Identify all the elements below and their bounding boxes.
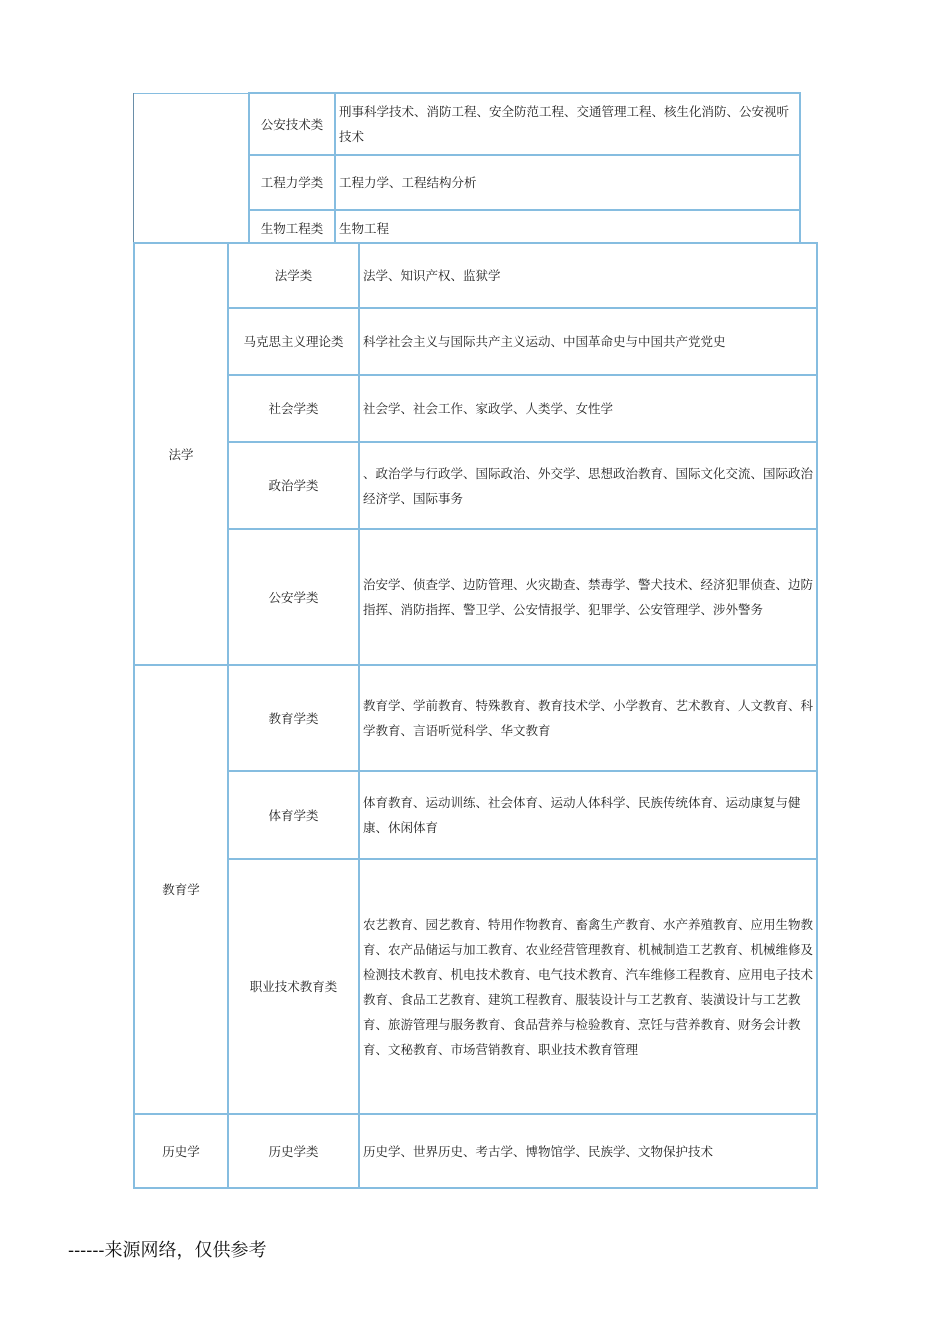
category-label: 社会学类 [268,401,319,416]
majors-cell [360,530,816,664]
category-cell [229,772,358,858]
category-cell [229,244,358,307]
category-cell [229,666,358,770]
majors-text: 农艺教育、园艺教育、特用作物教育、畜禽生产教育、水产养殖教育、应用生物教育、农产品储运与加工教育、农业经营管理教育、机械制造工艺教育、机械维修及检测技术教育、机电技术教育、电气技术教育、汽车维修工程教育、应用电子技术教育、食品工艺教育、建筑工程教育、服装设计与工艺教育、装潢设计与工艺教育、旅游管理与服务教育、食品营养与检验教育、烹饪与营养教育、财务会计教育、文秘教育、市场营销教育、职业技术教育管理 [363,916,814,1057]
category-cell [229,1115,358,1187]
majors-cell [360,1115,816,1187]
majors-text: 社会学、社会工作、家政学、人类学、女性学 [363,401,614,416]
discipline-label: 法学 [168,446,194,462]
majors-cell [336,211,799,245]
discipline-label: 教育学 [162,882,200,897]
majors-text: 刑事科学技术、消防工程、安全防范工程、交通管理工程、核生化消防、公安视听技术 [339,104,790,144]
category-cell [229,376,358,441]
majors-text: 历史学、世界历史、考古学、博物馆学、民族学、文物保护技术 [363,1143,714,1159]
majors-text: 生物工程 [339,220,390,236]
majors-cell [360,772,816,858]
discipline-label: 历史学 [162,1143,200,1159]
category-label: 教育学类 [268,710,319,726]
category-label: 马克思主义理论类 [243,334,344,349]
majors-text: 工程力学、工程结构分析 [339,175,477,190]
category-label: 政治学类 [268,478,319,493]
category-label: 体育学类 [268,807,319,823]
majors-cell [360,860,816,1113]
category-label: 法学类 [274,268,313,283]
category-cell [229,309,358,374]
discipline-cell [135,1115,227,1187]
category-label: 历史学类 [268,1143,319,1159]
source-footer: ------来源网络，仅供参考 [68,1240,267,1261]
majors-cell [336,156,799,209]
majors-text: 法学、知识产权、监狱学 [363,268,501,283]
category-label: 生物工程类 [260,220,324,236]
category-cell [229,860,358,1113]
majors-text: 科学社会主义与国际共产主义运动、中国革命史与中国共产党党史 [363,334,726,349]
majors-cell [360,309,816,374]
majors-text: 治安学、侦查学、边防管理、火灾勘查、禁毒学、警犬技术、经济犯罪侦查、边防指挥、消防指挥、警卫学、公安情报学、犯罪学、公安管理学、涉外警务 [363,577,814,617]
majors-cell [360,244,816,307]
majors-cell [360,376,816,441]
discipline-cell [135,666,227,1113]
majors-text: 、政治学与行政学、国际政治、外交学、思想政治教育、国际文化交流、国际政治经济学、国际事务 [363,465,814,506]
category-cell [250,211,334,245]
discipline-cell [135,244,227,664]
category-cell [250,94,334,154]
category-cell [229,530,358,664]
category-label: 公安学类 [268,589,319,605]
category-label: 职业技术教育类 [249,979,338,994]
majors-cell [360,666,816,770]
category-label: 公安技术类 [260,116,324,132]
majors-text: 体育教育、运动训练、社会体育、运动人体科学、民族传统体育、运动康复与健康、休闲体育 [363,795,801,835]
category-label: 工程力学类 [260,175,324,190]
category-cell [250,156,334,209]
category-cell [229,443,358,528]
majors-cell [336,94,799,154]
majors-text: 教育学、学前教育、特殊教育、教育技术学、小学教育、艺术教育、人文教育、科学教育、言语听觉科学、华文教育 [363,698,814,738]
majors-cell [360,443,816,528]
